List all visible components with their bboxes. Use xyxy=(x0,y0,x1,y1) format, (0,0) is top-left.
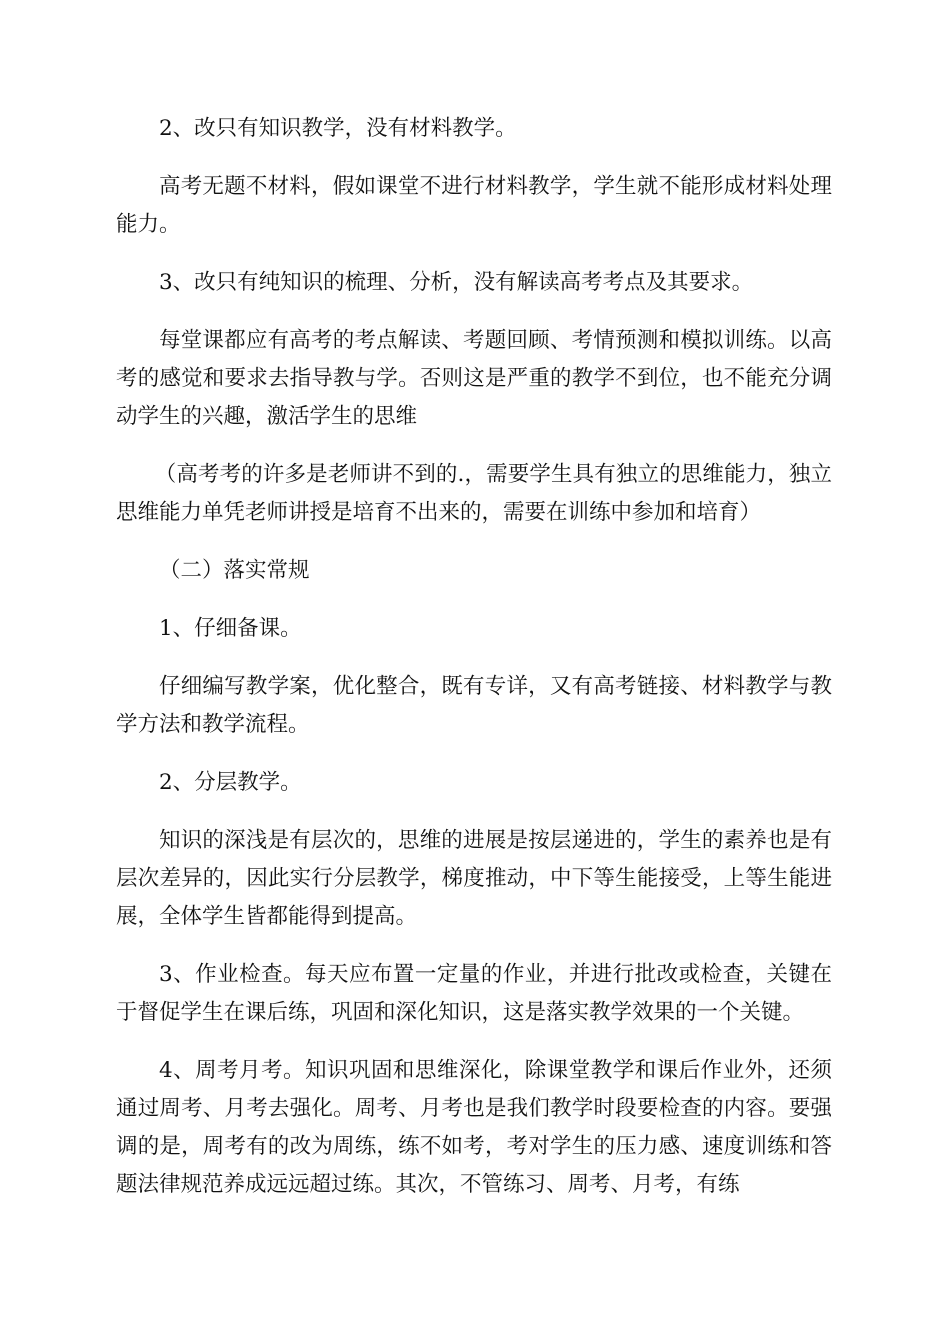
paragraph-weekly-monthly-exams: 4、周考月考。知识巩固和思维深化，除课堂教学和课后作业外，还须通过周考、月考去强化。周考、月考也是我们教学时段要检查的内容。要强调的是，周考有的改为周练，练不如考，考对学生的压力感、速度训练和答题法律规范养成远远超过练。其次，不管练习、周考、月考，有练 xyxy=(116,1058,832,1197)
paragraph-homework-check: 3、作业检查。每天应布置一定量的作业，并进行批改或检查，关键在于督促学生在课后练，巩固和深化知识，这是落实教学效果的一个关键。 xyxy=(116,962,832,1025)
document-body xyxy=(116,110,832,1224)
paragraph-parenthetical-note: （高考考的许多是老师讲不到的.，需要学生具有独立的思维能力，独立思维能力单凭老师讲授是培育不出来的，需要在训练中参加和培育） xyxy=(116,462,832,525)
item-2-heading: 2、分层教学。 xyxy=(159,770,302,795)
paragraph-exam-points: 每堂课都应有高考的考点解读、考题回顾、考情预测和模拟训练。以高考的感觉和要求去指导教与学。否则这是严重的教学不到位，也不能充分调动学生的兴趣，激活学生的思维 xyxy=(116,328,832,429)
item-1-heading: 1、仔细备课。 xyxy=(159,616,302,641)
point-2-heading: 2、改只有知识教学，没有材料教学。 xyxy=(159,116,517,141)
paragraph-tiered-teaching: 知识的深浅是有层次的，思维的进展是按层递进的，学生的素养也是有层次差异的，因此实行分层教学，梯度推动，中下等生能接受，上等生能进展，全体学生皆都能得到提高。 xyxy=(116,828,832,929)
point-3-heading: 3、改只有纯知识的梳理、分析，没有解读高考考点及其要求。 xyxy=(159,270,754,295)
paragraph-material-teaching: 高考无题不材料，假如课堂不进行材料教学，学生就不能形成材料处理能力。 xyxy=(116,174,832,237)
paragraph-lesson-prep: 仔细编写教学案，优化整合，既有专详，又有高考链接、材料教学与教学方法和教学流程。 xyxy=(116,674,832,737)
section-heading-implement-routines: （二）落实常规 xyxy=(159,558,310,583)
